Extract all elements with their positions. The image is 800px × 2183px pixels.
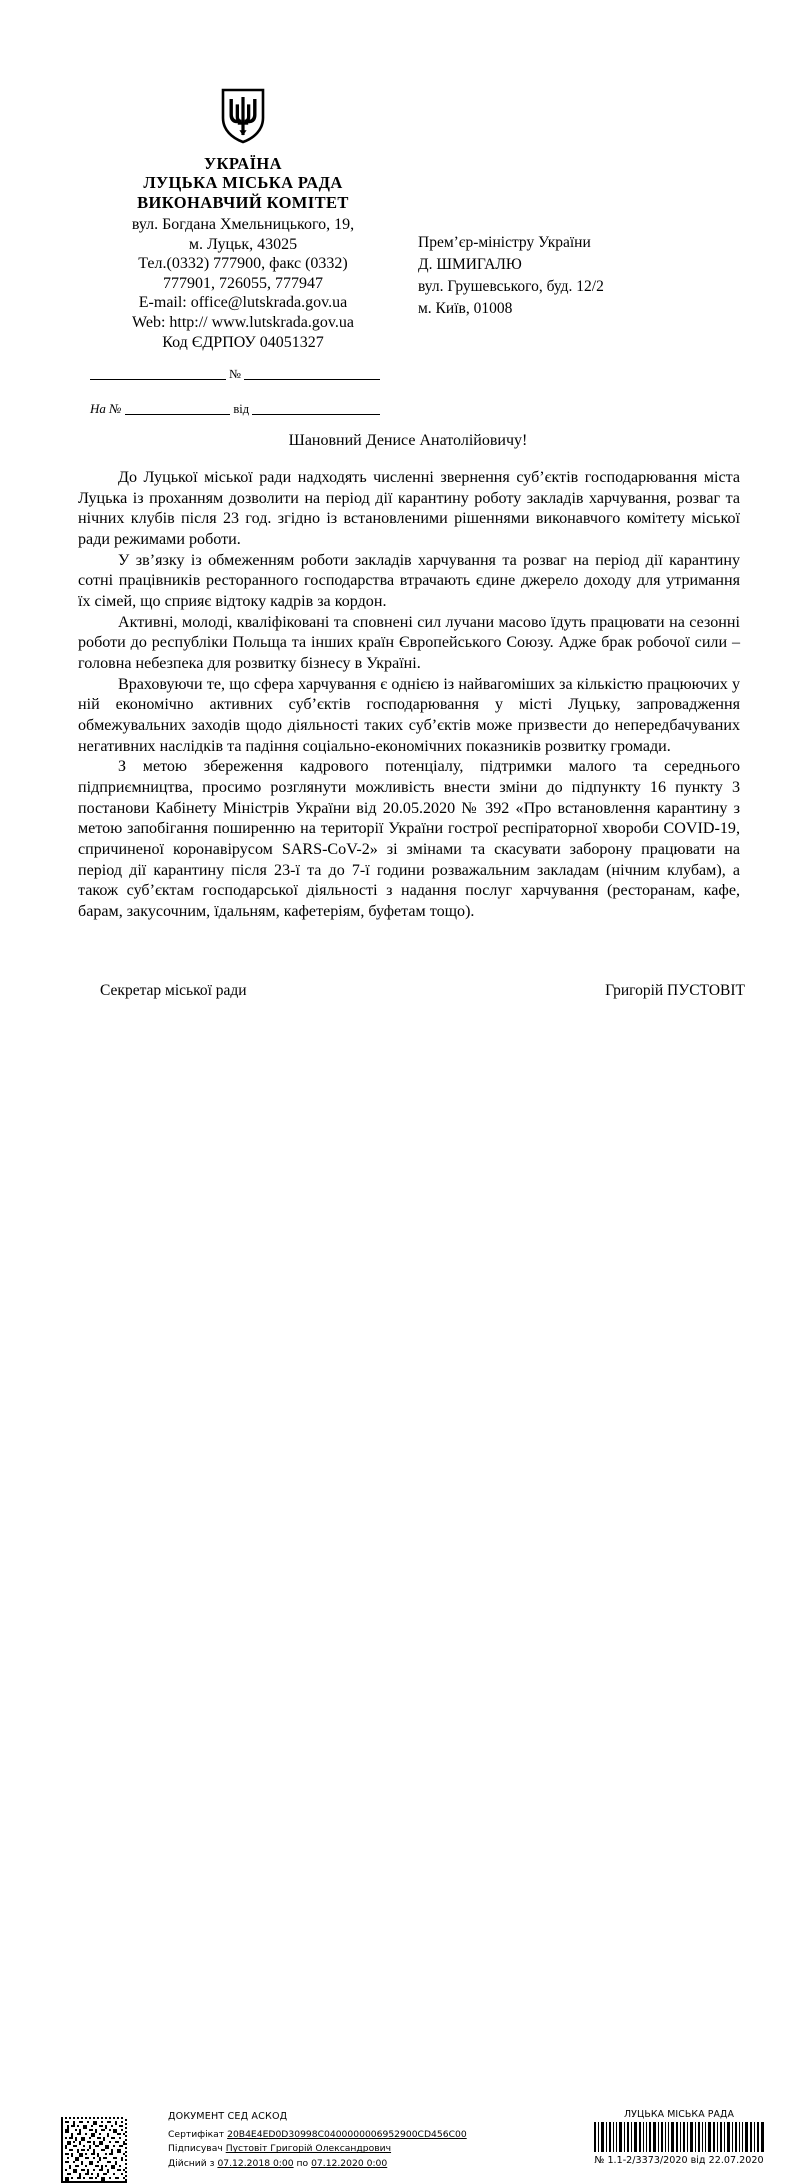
body-paragraph: До Луцької міської ради надходять численні звернення суб’єктів господарювання міста Луцька із проханням дозволити на період дії карантину роботу закладів харчування, розваг та нічних клубів після 23 год. згідно із встановленими рішеннями виконавчого комітету міської ради режимами роботи.	[78, 469, 740, 549]
signature-block	[100, 982, 745, 1000]
org-line-council: ЛУЦЬКА МІСЬКА РАДА	[143, 173, 343, 193]
edrpou-code: Код ЄДРПОУ 04051327	[162, 333, 324, 351]
validity-to-label: по	[296, 2158, 309, 2170]
signatory-position: Секретар міської ради	[100, 982, 247, 999]
letterhead	[78, 88, 408, 352]
addressee-title: Прем’єр-міністру України	[418, 234, 591, 251]
outgoing-date-rule[interactable]	[90, 368, 226, 380]
org-line-country: УКРАЇНА	[204, 154, 282, 173]
body-paragraph: З метою збереження кадрового потенціалу, підтримки малого та середнього підприємництва, просимо розглянути можливість внести зміни до підпункту 16 пункту 3 постанови Кабінету Міністрів України від 20.05.2020 № 392 «Про встановлення карантину з метою запобігання поширенню на території України гострої респіраторної хвороби COVID-19, спричиненої коронавірусом SARS-CoV-2» зі змінами та скасувати заборону працювати на період дії карантину після 23-ї та до 7-ї години розважальним закладам (нічним клубам), а також суб’єктам господарської діяльності з надання послуг харчування (ресторанам, кафе, барам, закусочним, їдальням, кафетеріям, буфетам тощо).	[78, 758, 740, 921]
body-paragraph: У зв’язку із обмеженням роботи закладів харчування та розваг на період дії карантину сотні працівників ресторанного господарства втрачають єдине джерело доходу для утримання їх сімей, що сприяє відтоку кадрів за кордон.	[78, 551, 740, 611]
sed-system-title: ДОКУМЕНТ СЕД АСКОД	[168, 2111, 288, 2122]
letter-body	[78, 468, 740, 923]
on-number-label: На №	[90, 401, 122, 416]
organization-contacts	[78, 215, 408, 352]
validity-to: 07.12.2020 0:00	[311, 2158, 388, 2170]
outgoing-number-rule[interactable]	[244, 368, 380, 380]
signer-line	[168, 2142, 548, 2157]
number-symbol-label: №	[229, 366, 241, 381]
org-line-committee: ВИКОНАВЧИЙ КОМІТЕТ	[137, 192, 349, 212]
electronic-signature-block	[168, 2109, 548, 2172]
validity-line	[168, 2157, 548, 2172]
website-line: Web: http:// www.lutskrada.gov.ua	[132, 313, 354, 331]
validity-from: 07.12.2018 0:00	[217, 2158, 294, 2170]
addressee-city: м. Київ, 01008	[418, 300, 513, 317]
validity-label: Дійсний з	[168, 2158, 215, 2170]
outgoing-reference-row	[90, 362, 380, 380]
signer-value: Пустовіт Григорій Олександрович	[225, 2143, 392, 2155]
signatory-name: Григорій ПУСТОВІТ	[605, 982, 745, 999]
code128-barcode-icon	[593, 2122, 765, 2152]
address-street: вул. Богдана Хмельницького, 19,	[131, 216, 355, 234]
salutation: Шановний Денисе Анатолійовичу!	[288, 432, 528, 449]
phone-line-2: 777901, 726055, 777947	[163, 274, 323, 292]
incoming-date-rule[interactable]	[252, 403, 380, 415]
reference-lines	[90, 362, 380, 415]
registration-number: № 1.1-2/3373/2020 від 22.07.2020	[594, 2155, 764, 2166]
ukraine-trident-coat-of-arms-icon	[221, 88, 265, 144]
stamp-organization-title: ЛУЦЬКА МІСЬКА РАДА	[623, 2109, 734, 2120]
certificate-value: 20B4E4ED0D30998C0400000006952900CD456C00	[227, 2128, 467, 2140]
from-date-label: від	[233, 401, 250, 416]
certificate-label: Сертифікат	[168, 2128, 225, 2140]
body-paragraph: Враховуючи те, що сфера харчування є однією із найвагоміших за кількістю працюючих у ній економічно активних суб’єктів господарювання у місті Луцьку, запровадження обмежувальних заходів щодо діяльності таких суб’єктів може призвести до непередбачуваних негативних наслідків та падіння соціально-економічних показників розвитку громади.	[78, 675, 740, 755]
signer-label: Підписувач	[168, 2143, 223, 2155]
incoming-reference-row	[90, 397, 380, 415]
certificate-line	[168, 2128, 548, 2143]
phone-line-1: Тел.(0332) 777900, факс (0332)	[138, 255, 348, 273]
document-footer	[0, 1052, 800, 2170]
datamatrix-barcode-icon	[61, 2117, 127, 2183]
address-city: м. Луцьк, 43025	[188, 235, 298, 253]
addressee-name: Д. ШМИГАЛЮ	[418, 256, 522, 273]
organization-name	[78, 154, 408, 212]
registration-stamp-block	[560, 2109, 798, 2166]
email-line: E-mail: office@lutskrada.gov.ua	[138, 294, 348, 312]
body-paragraph: Активні, молоді, кваліфіковані та сповнені сил лучани масово їдуть працювати на сезонні роботи до республіки Польща та інших країн Європейського Союзу. Адже брак робочої сили – головна небезпека для розвитку бізнесу в Україні.	[78, 613, 740, 673]
addressee-street: вул. Грушевського, буд. 12/2	[418, 278, 604, 295]
addressee-block	[418, 232, 748, 320]
incoming-number-rule[interactable]	[125, 403, 230, 415]
